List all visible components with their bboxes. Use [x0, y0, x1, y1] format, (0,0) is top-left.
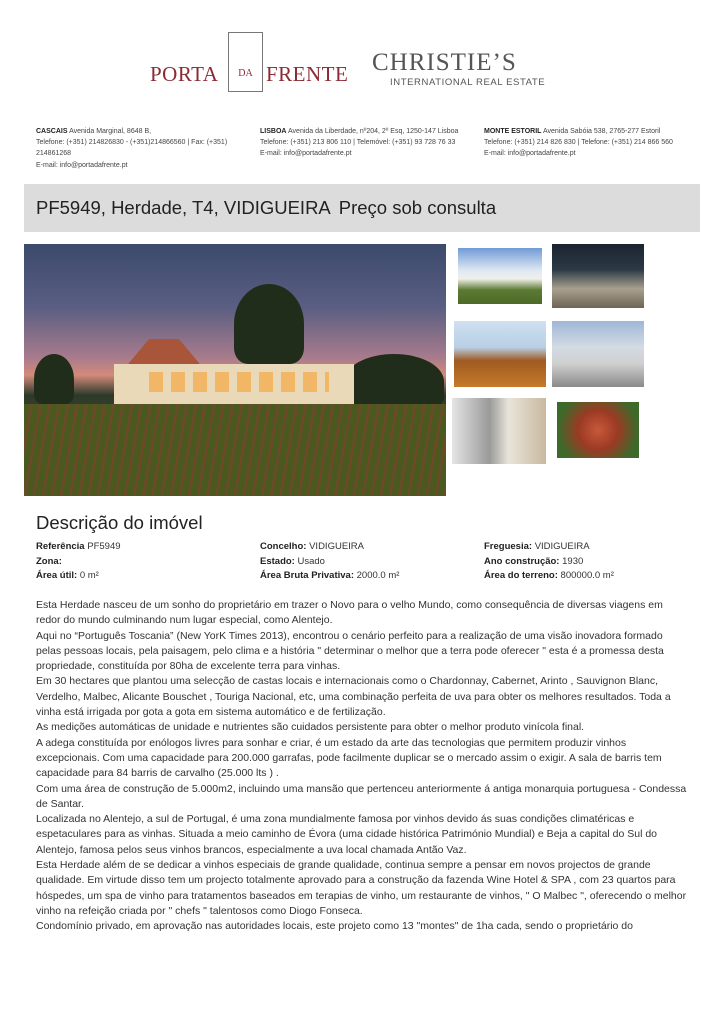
office-phone: Telefone: (+351) 213 806 110 | Telemóvel: (+351) 93 728 76 33 — [260, 139, 456, 147]
detail-construction-year: Ano construção: 1930 — [484, 555, 584, 567]
office-monte-estoril — [484, 126, 696, 160]
office-address: Avenida Sabóia 538, 2765-277 Estoril — [543, 128, 661, 135]
thumbnail-photo-exterior[interactable] — [458, 248, 542, 304]
description-paragraph: A adega constituída por enólogos livres para sonhar e criar, é um estado da arte das tecnologias que permitem produzir vinhos excepcionais. Com uma capacidade para 200.000 garrafas, pode facilmente duplicar se o mercado assim o exigir. A sala de barris tem capacidade para 84 barris de carvalho (25.000 lts ) . — [36, 736, 662, 780]
description-heading: Descrição do imóvel — [36, 512, 203, 533]
office-phone: Telefone: (+351) 214 826 830 | Telefone: (+351) 214 866 560 — [484, 139, 673, 147]
office-email: E-mail: info@portadafrente.pt — [484, 150, 576, 158]
detail-municipality: Concelho: VIDIGUEIRA — [260, 541, 364, 552]
logo-door-frame — [228, 32, 263, 92]
title-band — [24, 184, 700, 232]
main-property-photo[interactable] — [24, 244, 446, 496]
office-email: E-mail: info@portadafrente.pt — [260, 150, 352, 158]
details-column-1 — [36, 540, 256, 584]
thumbnail-photo-courtyard[interactable] — [552, 244, 644, 308]
detail-useful-area: Área útil: 0 m² — [36, 570, 99, 581]
office-address: Avenida Marginal, 8648 B, — [69, 128, 152, 135]
detail-condition: Estado: Usado — [260, 555, 325, 567]
thumbnail-photo-dish[interactable] — [557, 402, 639, 458]
christies-name: CHRISTIE’S — [372, 49, 517, 76]
detail-land-area: Área do terreno: 800000.0 m² — [484, 570, 614, 581]
detail-gross-area: Área Bruta Privativa: 2000.0 m² — [260, 570, 400, 581]
detail-parish: Freguesia: VIDIGUEIRA — [484, 541, 590, 552]
logo-word-da: DA — [238, 68, 253, 79]
description-paragraph: Esta Herdade além de se dedicar a vinhos especiais de grande qualidade, continua sempre a pensar em novos projectos de grande qualidade. Em virtude disso tem um projecto totalmente aprovado para a construção da fazenda Wine Hotel & SPA , com 23 quartos para hóspedes, um spa de vinho para tratamentos baseados em terapias de vinho, um restaurante de vinhos, " O Malbec ", oferecendo o melhor vinho na refeição criada por " chefs " talentosos como Diogo Fonseca. — [36, 859, 687, 917]
office-phone-cont: 214861268 — [36, 150, 72, 158]
property-title — [36, 197, 496, 219]
details-column-3 — [484, 540, 696, 584]
thumbnail-photo-wine-cellar[interactable] — [452, 398, 546, 464]
description-paragraph: Esta Herdade nasceu de um sonho do proprietário em trazer o Novo para o velho Mundo, como consequência de diversas viagens em redor do mundo culminando num lugar especial, como Alentejo. — [36, 599, 663, 627]
logo-word-frente: FRENTE — [266, 62, 349, 86]
office-lisboa — [260, 126, 475, 160]
thumbnail-photo-winery-building[interactable] — [552, 321, 644, 387]
description-paragraph: Condomínio privado, em aprovação nas autoridades locais, este projeto como 13 "montes" de 1ha cada, sendo o proprietário do — [36, 920, 633, 933]
property-description — [36, 598, 688, 935]
office-name: LISBOA — [260, 128, 287, 135]
christies-logo — [372, 50, 572, 88]
property-price: Preço sob consulta — [338, 197, 497, 218]
office-phone: Telefone: (+351) 214826830 - (+351)214866560 | Fax: (+351) — [36, 139, 228, 147]
description-paragraph: Localizada no Alentejo, a sul de Portugal, é uma zona mundialmente famosa por vinhos devido ás suas condições climatéricas e espetaculares para as vinhas. Situada a meio caminho de Évora (uma cidade histórica Património Mundial) e Beja a capital do Sul do Alentejo, famosa pelos seus vinhos brancos, especialmente a uva local chamada Antão Vaz. — [36, 813, 658, 856]
description-paragraph: Aqui no “Português Toscania” (New YorK Times 2013), encontrou o cenário perfeito para a realização de uma visão inovadora formado pelas pessoas locais, pela paisagem, pelo clima e a história " determinar o melhor que a terra pode oferecer " esta é a promessa desta propriedade, constituída por 80ha de excelente terra para vinhas. — [36, 629, 664, 673]
description-paragraph: Em 30 hectares que plantou uma selecção de castas locais e internacionais como o Chardonnay, Cabernet, Arinto , Sauvignon Blanc, Verdelho, Malbec, Alicante Bouschet , Touriga Nacional, etc, uma combinação perfeita de uva para obter os melhores resultados. Toda a vinha está irrigada por gota a gota em sistema automático e de fertilização. — [36, 675, 671, 719]
office-address: Avenida da Liberdade, nº204, 2º Esq, 1250-147 Lisboa — [288, 128, 459, 135]
office-name: CASCAIS — [36, 128, 68, 135]
porta-da-frente-logo — [150, 28, 350, 92]
detail-zone: Zona: — [36, 555, 62, 567]
property-title-main: PF5949, Herdade, T4, VIDIGUEIRA — [36, 197, 331, 218]
office-email: E-mail: info@portadafrente.pt — [36, 161, 128, 169]
office-name: MONTE ESTORIL — [484, 128, 542, 135]
detail-reference: Referência PF5949 — [36, 541, 121, 552]
logo-word-porta: PORTA — [150, 62, 219, 86]
description-paragraph: Com uma área de construção de 5.000m2, incluindo uma mansão que pertenceu anteriormente á antiga monarquia portuguesa - Condessa de Santar. — [36, 782, 687, 810]
office-cascais — [36, 126, 246, 171]
header-logos — [0, 24, 724, 96]
thumbnail-photo-vineyard[interactable] — [454, 321, 546, 387]
description-paragraph: As medições automáticas de unidade e nutrientes são cuidados persistente para obter o melhor produto vinícola final. — [36, 721, 585, 734]
christies-subtitle: INTERNATIONAL REAL ESTATE — [390, 77, 546, 88]
details-column-2 — [260, 540, 480, 584]
